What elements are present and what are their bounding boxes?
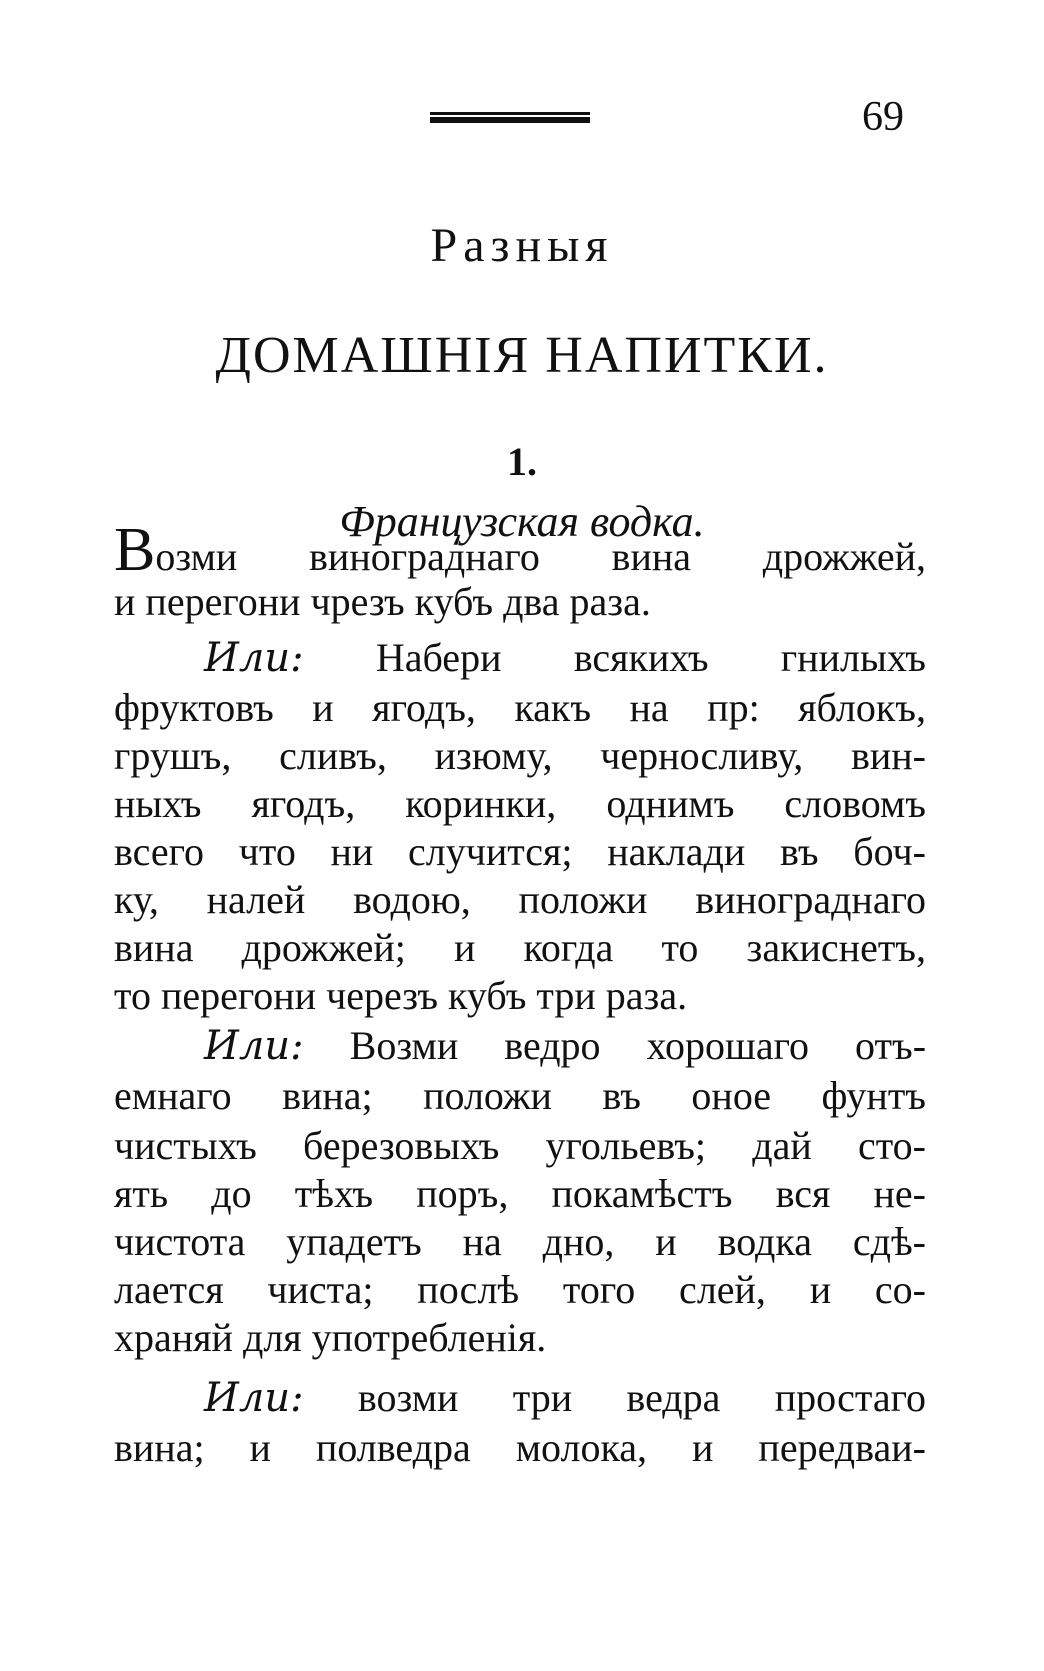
section-number: 1.: [507, 439, 537, 484]
text-line-rest: Набери всякихъ гнилыхъ: [375, 635, 926, 680]
page-number: 69: [862, 94, 904, 140]
text-line: [204, 1372, 926, 1424]
text-line: всего что ни случится; наклади въ боч-: [114, 829, 926, 874]
text-line: вина; и полведра молока, и передваи-: [114, 1425, 926, 1470]
text-line: вина дрожжей; и когда то закиснетъ,: [114, 925, 926, 970]
header-double-rule: [430, 112, 590, 126]
text-line: и перегони чрезъ кубъ два раза.: [114, 579, 651, 624]
text-line: грушъ, сливъ, изюму, черносливу, вин-: [114, 733, 926, 778]
text-line-rest: возми три ведра простаго: [357, 1375, 926, 1420]
text-line: фруктовъ и ягодъ, какъ на пр: яблокъ,: [114, 685, 926, 730]
header-rule-thick: [430, 117, 590, 123]
paragraph-lead: Или:: [204, 1375, 304, 1421]
text-line: лается чиста; послѣ того слей, и со-: [114, 1267, 926, 1312]
text-line: чистыхъ березовыхъ угольевъ; дай сто-: [114, 1123, 926, 1168]
text-line: чистота упадетъ на дно, и водка сдѣ-: [114, 1219, 926, 1264]
text-line: ку, налей водою, положи винограднаго: [114, 877, 926, 922]
text-line-rest: Возми ведро хорошаго отъ-: [349, 1023, 927, 1068]
text-line: [204, 632, 926, 684]
text-line: храняй для употребленія.: [114, 1315, 547, 1360]
text-line: ныхъ ягодъ, коринки, однимъ словомъ: [114, 781, 926, 826]
text-line: емнаго вина; положи въ оное фунтъ: [114, 1073, 926, 1118]
chapter-title-large: ДОМАШНІЯ НАПИТКИ.: [215, 327, 829, 384]
paragraph-lead: Или:: [204, 635, 304, 681]
section-subtitle: Французская водка.: [339, 497, 705, 546]
text-line-rest: озми винограднаго вина дрожжей,: [155, 534, 926, 579]
paragraph-lead: Или:: [204, 1023, 304, 1069]
text-line: ять до тѣхъ поръ, покамѣстъ вся не-: [114, 1171, 926, 1216]
chapter-title-small: Разныя: [430, 219, 614, 272]
header-rule-thin: [430, 112, 590, 115]
text-line: то перегони черезъ кубъ три раза.: [114, 973, 688, 1018]
text-line: [204, 1020, 926, 1072]
drop-cap: В: [114, 516, 156, 584]
